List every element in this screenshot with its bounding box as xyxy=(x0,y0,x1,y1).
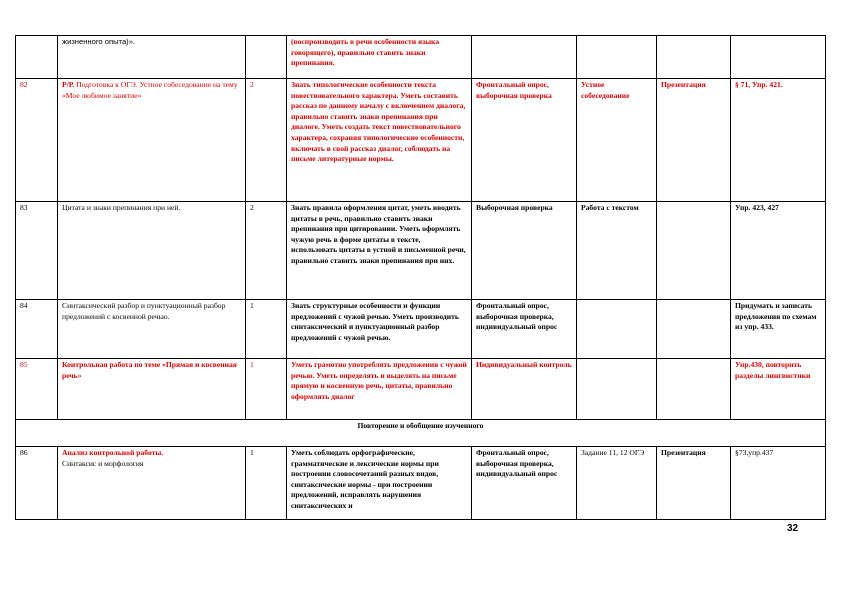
table-row xyxy=(16,300,826,359)
lesson-form: Работа с текстом xyxy=(577,202,657,300)
lesson-form xyxy=(577,359,657,420)
lesson-homework: Упр.430, повторить разделы лингвистики xyxy=(731,359,826,420)
lesson-materials xyxy=(657,202,731,300)
lesson-topic xyxy=(58,447,246,520)
lesson-hours: 1 xyxy=(246,300,287,359)
lesson-homework: § 71, Упр. 421. xyxy=(731,79,826,202)
lesson-homework: Придумать и записать предложения по схемам из упр. 433. xyxy=(731,300,826,359)
lesson-materials xyxy=(657,36,731,79)
lesson-skills: Знать правила оформления цитат, уметь вводить цитаты в речь, правильно ставить знаки препинания при цитировании. Уметь оформлять чужую речь в форме цитаты в тексте, использовать цитаты в устной и письменной речи, правильно ставить знаки препинания при них. xyxy=(287,202,472,300)
lesson-number: 84 xyxy=(16,300,58,359)
lesson-hours: 2 xyxy=(246,202,287,300)
lesson-homework: §73,упр.437 xyxy=(731,447,826,520)
lesson-form: Задание 11, 12 ОГЭ xyxy=(577,447,657,520)
lesson-topic: жизненного опыта)». xyxy=(58,36,246,79)
lesson-control: Выборочная проверка xyxy=(472,202,577,300)
lesson-topic: Контрольная работа по теме «Прямая и косвенная речь» xyxy=(58,359,246,420)
lesson-homework: Упр. 423, 427 xyxy=(731,202,826,300)
table-row xyxy=(16,36,826,79)
lesson-form xyxy=(577,300,657,359)
lesson-topic-prefix: Р/Р. xyxy=(62,80,75,89)
lesson-homework xyxy=(731,36,826,79)
section-header-row xyxy=(16,420,826,447)
lesson-skills: (воспроизводить в речи особенности языка говорящего), правильно ставить знаки препинания. xyxy=(287,36,472,79)
lesson-materials: Презентация xyxy=(657,447,731,520)
lesson-control xyxy=(472,36,577,79)
lesson-hours: 2 xyxy=(246,79,287,202)
lesson-hours: 1 xyxy=(246,359,287,420)
lesson-control: Индивидуальный контроль xyxy=(472,359,577,420)
lesson-topic-text: Подготовка к ОГЭ. Устное собеседование на тему «Мое любимое занятие» xyxy=(62,80,238,100)
section-title: Повторение и обобщение изученного xyxy=(16,420,826,447)
lesson-plan-table xyxy=(15,35,826,520)
table-row xyxy=(16,359,826,420)
lesson-topic: Синтаксический разбор и пунктуационный разбор предложений с косвенной речью. xyxy=(58,300,246,359)
lesson-materials xyxy=(657,300,731,359)
lesson-form: Устное собеседование xyxy=(577,79,657,202)
page-number: 32 xyxy=(787,523,799,534)
table-row xyxy=(16,447,826,520)
lesson-hours xyxy=(246,36,287,79)
lesson-control: Фронтальный опрос, выборочная проверка, индивидуальный опрос xyxy=(472,447,577,520)
lesson-hours: 1 xyxy=(246,447,287,520)
lesson-number: 83 xyxy=(16,202,58,300)
lesson-topic xyxy=(58,79,246,202)
table-row xyxy=(16,202,826,300)
lesson-topic: Цитата и знаки препинания при ней. xyxy=(58,202,246,300)
lesson-topic-prefix: Анализ контрольной работы. xyxy=(62,448,164,457)
lesson-materials xyxy=(657,359,731,420)
lesson-skills: Уметь соблюдать орфографические, грамматические и лексические нормы при построении словосочетаний разных видов, синтаксические нормы - при построении предложений, исправлять нарушения синтаксических и xyxy=(287,447,472,520)
table-row xyxy=(16,79,826,202)
lesson-number: 82 xyxy=(16,79,58,202)
lesson-skills: Уметь грамотно употреблять предложения с чужой речью. Уметь определять и выделять на письме прямую и косвенную речь, цитаты, правильно оформлять диалог xyxy=(287,359,472,420)
lesson-skills: Знать структурные особенности и функции предложений с чужой речью. Уметь производить синтаксический и пунктуационный разбор предложений с чужой речью. xyxy=(287,300,472,359)
lesson-number: 85 xyxy=(16,359,58,420)
lesson-number xyxy=(16,36,58,79)
lesson-topic-text: Синтаксис и морфология xyxy=(62,458,144,468)
lesson-number: 86 xyxy=(16,447,58,520)
lesson-materials: Презентация xyxy=(657,79,731,202)
lesson-skills: Знать типологические особенности текста повествовательного характера. Уметь составить рассказ по данному началу с включением диалога, правильно ставить знаки препинания при диалоге. Уметь создать текст повествовательного характера, сохраняя типологические особенности, включать в свой рассказ диалог, соблюдать на письме литературные нормы. xyxy=(287,79,472,202)
lesson-control: Фронтальный опрос, выборочная проверка xyxy=(472,79,577,202)
lesson-control: Фронтальный опрос, выборочная проверка, индивидуальный опрос xyxy=(472,300,577,359)
lesson-form xyxy=(577,36,657,79)
